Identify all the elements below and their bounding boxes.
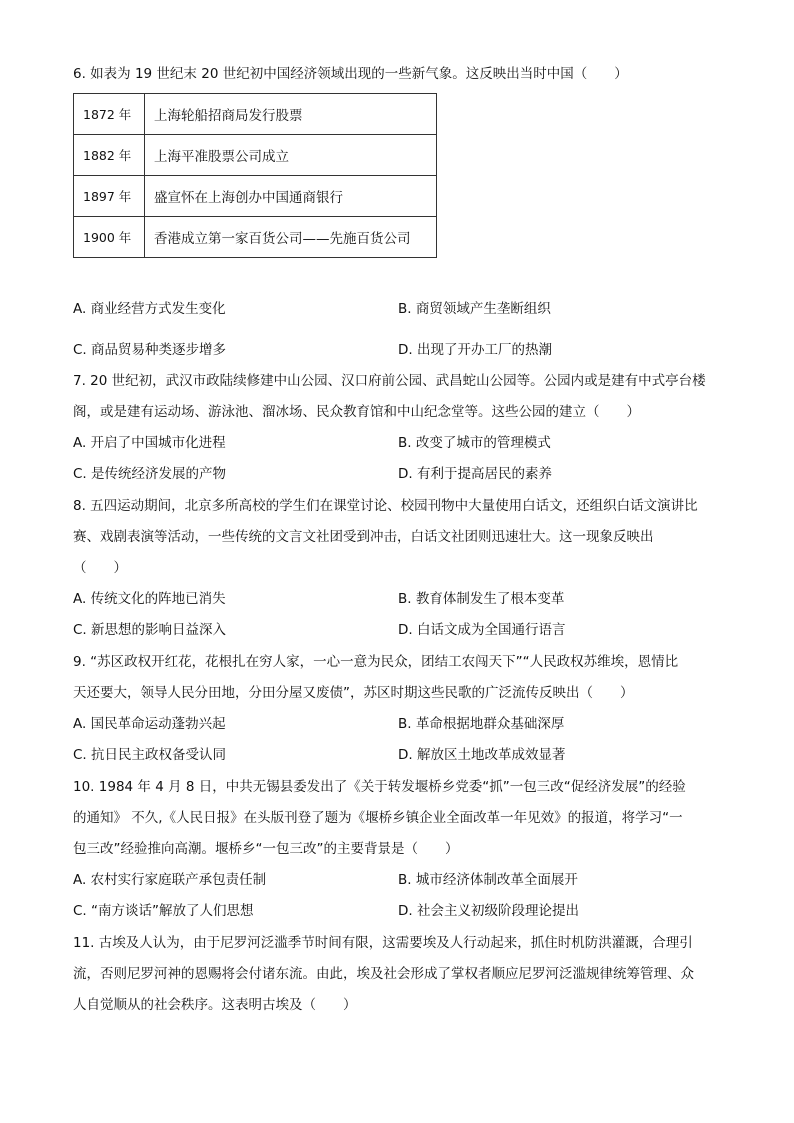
table-row (74, 135, 437, 176)
q10-option-b: B. 城市经济体制改革全面展开 (398, 872, 578, 888)
q10-stem-line2: 的通知》 不久,《人民日报》在头版刊登了题为《堰桥乡镇企业全面改革一年见效》的报道，将学习“一 (73, 810, 683, 826)
table-row (74, 217, 437, 258)
q9-stem-line2: 天还要大，领导人民分田地，分田分屋又废债”，苏区时期这些民歌的广泛流传反映出（ ） (73, 685, 634, 701)
q7-option-a: A. 开启了中国城市化进程 (73, 435, 226, 451)
q10-option-a: A. 农村实行家庭联产承包责任制 (73, 872, 267, 888)
table-row (74, 176, 437, 217)
q8-option-a: A. 传统文化的阵地已消失 (73, 591, 226, 607)
q7-option-c: C. 是传统经济发展的产物 (73, 466, 227, 482)
q8-stem-line1: 8. 五四运动期间，北京多所高校的学生们在课堂讨论、校园刊物中大量使用白话文，还组织白话文演讲比 (73, 498, 698, 514)
table-cell-event: 上海轮船招商局发行股票 (145, 94, 437, 135)
table-row (74, 94, 437, 135)
table-cell-year: 1882 年 (74, 135, 145, 176)
q9-option-b: B. 革命根据地群众基础深厚 (398, 716, 565, 732)
q9-option-d: D. 解放区土地改革成效显著 (398, 747, 566, 763)
q6-stem: 6. 如表为 19 世纪末 20 世纪初中国经济领域出现的一些新气象。这反映出当时中国（ ） (73, 66, 628, 82)
q6-table (73, 93, 437, 258)
q9-option-c: C. 抗日民主政权备受认同 (73, 747, 227, 763)
q10-stem-line1: 10. 1984 年 4 月 8 日，中共无锡县委发出了《关于转发堰桥乡党委“抓”一包三改“促经济发展”的经验 (73, 779, 686, 795)
q6-option-d: D. 出现了开办工厂的热潮 (398, 342, 552, 358)
q11-stem-line3: 人自觉顺从的社会秩序。这表明古埃及（ ） (73, 997, 357, 1013)
q8-stem-line3: （ ） (73, 560, 127, 576)
q7-stem-line1: 7. 20 世纪初，武汉市政陆续修建中山公园、汉口府前公园、武昌蛇山公园等。公园内或是建有中式亭台楼 (73, 373, 706, 389)
table-cell-year: 1897 年 (74, 176, 145, 217)
table-cell-event: 盛宣怀在上海创办中国通商银行 (145, 176, 437, 217)
table-cell-year: 1900 年 (74, 217, 145, 258)
q11-stem-line1: 11. 古埃及人认为，由于尼罗河泛滥季节时间有限，这需要埃及人行动起来，抓住时机防洪灌溉，合理引 (73, 935, 693, 951)
q6-option-a: A. 商业经营方式发生变化 (73, 301, 226, 317)
q11-stem-line2: 流，否则尼罗河神的恩赐将会付诸东流。由此，埃及社会形成了掌权者顺应尼罗河泛滥规律统筹管理、众 (73, 966, 694, 982)
q6-option-b: B. 商贸领域产生垄断组织 (398, 301, 551, 317)
table-cell-event: 上海平准股票公司成立 (145, 135, 437, 176)
table-cell-event: 香港成立第一家百货公司——先施百货公司 (145, 217, 437, 258)
q8-option-d: D. 白话文成为全国通行语言 (398, 622, 566, 638)
q8-stem-line2: 赛、戏剧表演等活动，一些传统的文言文社团受到冲击，白话文社团则迅速壮大。这一现象反映出 (73, 529, 654, 545)
q7-option-d: D. 有利于提高居民的素养 (398, 466, 552, 482)
q8-option-c: C. 新思想的影响日益深入 (73, 622, 227, 638)
q7-option-b: B. 改变了城市的管理模式 (398, 435, 551, 451)
q8-option-b: B. 教育体制发生了根本变革 (398, 591, 565, 607)
q7-stem-line2: 阁，或是建有运动场、游泳池、溜冰场、民众教育馆和中山纪念堂等。这些公园的建立（ ） (73, 404, 640, 420)
q6-option-c: C. 商品贸易种类逐步增多 (73, 342, 227, 358)
q10-option-c: C. “南方谈话”解放了人们思想 (73, 903, 254, 919)
q10-stem-line3: 包三改”经验推向高潮。堰桥乡“一包三改”的主要背景是（ ） (73, 841, 459, 857)
q9-stem-line1: 9. “苏区政权开红花，花根扎在穷人家，一心一意为民众，团结工农闯天下”“人民政权苏维埃，恩情比 (73, 654, 679, 670)
q10-option-d: D. 社会主义初级阶段理论提出 (398, 903, 579, 919)
q9-option-a: A. 国民革命运动蓬勃兴起 (73, 716, 226, 732)
table-cell-year: 1872 年 (74, 94, 145, 135)
